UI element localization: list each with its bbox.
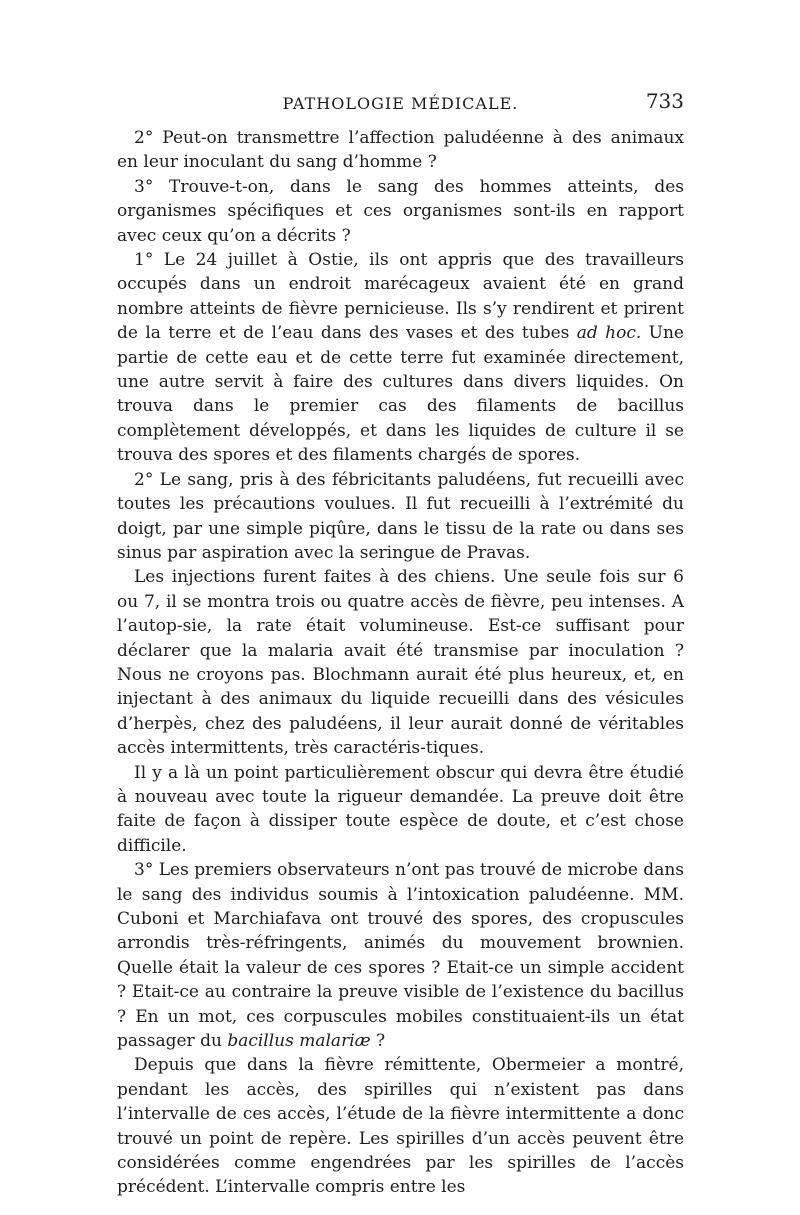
paragraph: [117, 761, 684, 859]
paragraph: [117, 248, 684, 468]
paragraph-text: Il y a là un point particulièrement obscur qui devra être étudié à nouveau avec toute la rigueur demandée. La preuve doit être faite de façon à dissiper toute espèce de doute, et c’est chose difficile.: [117, 762, 684, 856]
page-number: 733: [645, 89, 684, 113]
paragraph: [117, 175, 684, 248]
paragraph: [117, 858, 684, 1053]
paragraph-text: ?: [370, 1031, 386, 1052]
running-header: [117, 89, 684, 126]
paragraph-text: 3° Les premiers observateurs n’ont pas trouvé de microbe dans le sang des individus soumis à l’intoxication paludéenne. MM. Cuboni et Marchiafava ont trouvé des spores, des cropuscules arrondis très-réfringents, animés du mouvement brownien. Quelle était la valeur de ces spores ? Etait-ce un simple accident ? Etait-ce au contraire la preuve visible de l’existence du bacillus ? En un mot, ces corpuscules mobiles constituaient-ils un état passager du: [117, 860, 684, 1052]
paragraph: [117, 565, 684, 760]
paragraph-text: 1° Le 24 juillet à Ostie, ils ont appris que des travailleurs occupés dans un endroit marécageux avaient été en grand nombre atteints de fièvre pernicieuse. Ils s’y rendirent et prirent de la terre et de l’eau dans des vases et des tubes: [117, 250, 684, 344]
paragraph-text: 2° Peut-on transmettre l’affection paludéenne à des animaux en leur inoculant du sang d’homme ?: [117, 128, 684, 173]
italic-term: ad hoc: [576, 323, 636, 344]
paragraph-text: . Une partie de cette eau et de cette terre fut examinée directement, une autre servit à faire des cultures dans divers liquides. On trouva dans le premier cas des filaments de bacillus complètement développés, et dans les liquides de culture il se trouva des spores et des filaments chargés de spores.: [117, 323, 684, 466]
paragraph-text: 3° Trouve-t-on, dans le sang des hommes atteints, des organismes spécifiques et ces organismes sont-ils en rapport avec ceux qu’on a décrits ?: [117, 176, 684, 246]
paragraph-text: 2° Le sang, pris à des fébricitants paludéens, fut recueilli avec toutes les précautions voulues. Il fut recueilli à l’extrémité du doigt, par une simple piqûre, dans le tissu de la rate ou dans ses sinus par aspiration avec la seringue de Pravas.: [117, 469, 684, 563]
paragraph: [117, 126, 684, 175]
paragraph: [117, 1053, 684, 1199]
paragraph: [117, 468, 684, 566]
italic-term: bacillus malariæ: [227, 1031, 371, 1052]
paragraph-text: Les injections furent faites à des chiens. Une seule fois sur 6 ou 7, il se montra trois ou quatre accès de fièvre, peu intenses. A l’autop-sie, la rate était volumineuse. Est-ce suffisant pour déclarer que la malaria avait été transmise par inoculation ? Nous ne croyons pas. Blochmann aurait été plus heureux, et, en injectant à des animaux du liquide recueilli dans des vésicules d’herpès, chez des paludéens, il leur aurait donné de véritables accès intermittents, très caractéris-tiques.: [117, 567, 684, 759]
book-page: [117, 89, 684, 1200]
paragraph-text: Depuis que dans la fièvre rémittente, Obermeier a montré, pendant les accès, des spirilles qui n’existent pas dans l’intervalle de ces accès, l’étude de la fièvre intermittente a donc trouvé un point de repère. Les spirilles d’un accès peuvent être considérées comme engendrées par les spirilles de l’accès précédent. L’intervalle compris entre les: [117, 1055, 684, 1198]
running-title: PATHOLOGIE MÉDICALE.: [282, 94, 519, 113]
body-text: [117, 126, 684, 1200]
